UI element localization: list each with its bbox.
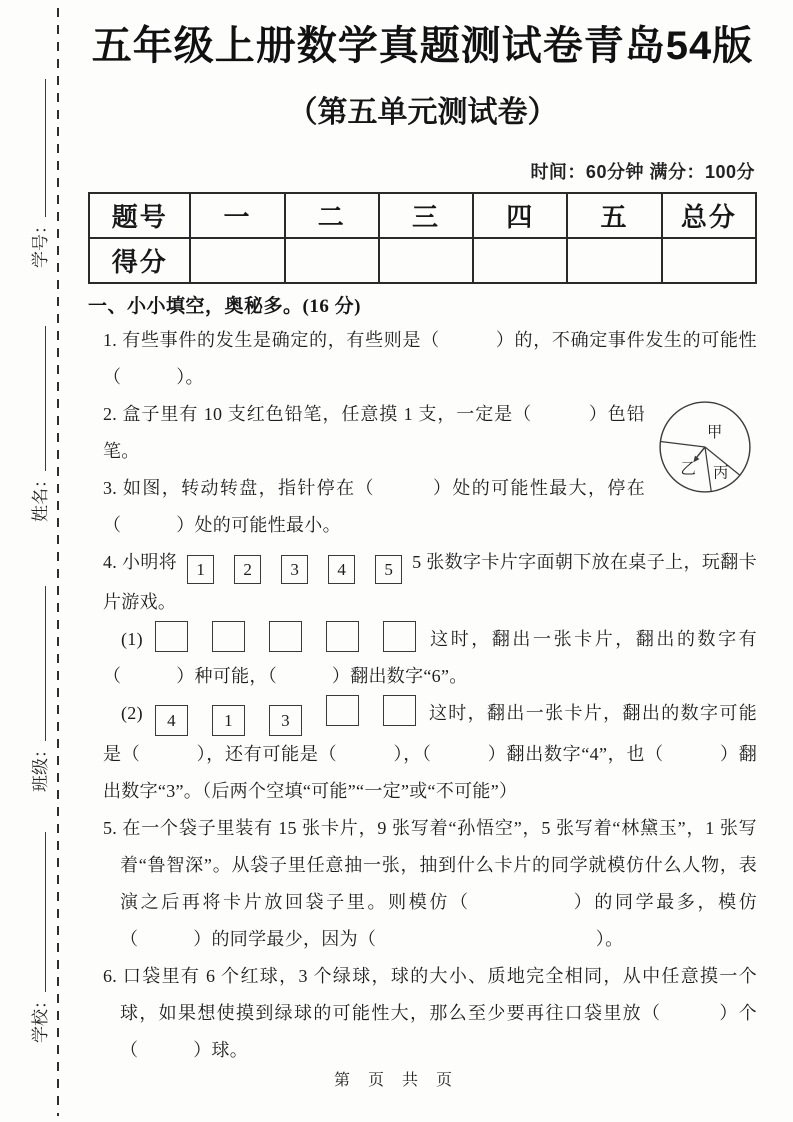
- question-4-suffix: 5 张数字卡片字面朝下放在桌子上，玩翻卡片游戏。: [103, 552, 757, 612]
- question-6: 6. 口袋里有 6 个红球，3 个绿球，球的大小、质地完全相同，从中任意摸一个球，如果想使摸到绿球的可能性大，那么至少要再往口袋里放（ ）个（ ）球。: [103, 966, 757, 1060]
- score-table-header-row: [89, 193, 756, 238]
- sub-question-text: 这时，翻出一张卡片，翻出的数字可能是（ ），还有可能是（ ），（ ）翻出数字“4”，也（ ）翻出数字“3”。（后两个空填“可能”“一定”或“不可能”）: [103, 703, 757, 801]
- blank-card: [383, 621, 416, 652]
- spinner-divider-left: [660, 441, 705, 447]
- blank-card: [212, 621, 245, 652]
- question-4-sub-2: [103, 695, 757, 810]
- digit-card: 4: [328, 555, 355, 584]
- student-number-label: 学号：: [31, 217, 50, 268]
- blank-card: [326, 695, 359, 726]
- spinner-divider-bottom: [705, 447, 711, 492]
- score-cell: [190, 238, 284, 283]
- spinner-diagram: [653, 398, 757, 496]
- sub-question-text: 这时，翻出一张卡片，翻出的数字有（ ）种可能，（ ）翻出数字“6”。: [103, 629, 757, 686]
- score-table-col-4: 四: [473, 193, 567, 238]
- score-table-corner-cell: 题号: [89, 193, 190, 238]
- section-1-heading: 一、小小填空，奥秘多。(16 分): [88, 296, 361, 317]
- digit-card: 2: [234, 555, 261, 584]
- score-table-col-3: 三: [379, 193, 473, 238]
- page-subtitle: （第五单元测试卷）: [287, 96, 558, 129]
- blank-card: [383, 695, 416, 726]
- score-table-col-1: 一: [190, 193, 284, 238]
- score-cell: [379, 238, 473, 283]
- margin-dashed-rule: [57, 8, 59, 1116]
- blank-card: [326, 621, 359, 652]
- score-cell: [285, 238, 379, 283]
- digit-card: 5: [375, 555, 402, 584]
- question-4-sub-1: [103, 621, 757, 695]
- sub-question-number: (1): [121, 629, 143, 649]
- score-cell: [662, 238, 756, 283]
- spinner-label-yi: 乙: [680, 460, 696, 478]
- page-title: 五年级上册数学真题测试卷青岛54版: [91, 24, 754, 68]
- digit-card: 3: [269, 705, 302, 736]
- digit-card: 1: [187, 555, 214, 584]
- school-blank-line: [32, 832, 46, 992]
- score-row-label: 得分: [89, 238, 190, 283]
- question-2: 2. 盒子里有 10 支红色铅笔，任意摸 1 支，一定是（ ）色铅笔。: [103, 404, 645, 461]
- score-table-col-5: 五: [567, 193, 661, 238]
- digit-card: 4: [155, 705, 188, 736]
- question-4-intro: [103, 544, 757, 621]
- sub-question-number: (2): [121, 703, 143, 723]
- name-label: 姓名：: [31, 471, 50, 522]
- score-table-score-row: [89, 238, 756, 283]
- digit-card: 3: [281, 555, 308, 584]
- question-4-prefix: 4. 小明将: [103, 552, 178, 572]
- question-1: 1. 有些事件的发生是确定的，有些则是（ ）的，不确定事件发生的可能性（ ）。: [103, 330, 757, 387]
- spinner-label-jia: 甲: [707, 423, 723, 441]
- question-2-3-block: [103, 396, 757, 544]
- question-3: 3. 如图，转动转盘，指针停在（ ）处的可能性最大，停在（ ）处的可能性最小。: [103, 478, 645, 535]
- score-table-col-total: 总分: [662, 193, 756, 238]
- class-label: 班级：: [31, 741, 50, 792]
- page-footer: 第 页 共 页: [333, 1072, 459, 1089]
- score-cell: [567, 238, 661, 283]
- exam-time-score-info: 时间：60分钟 满分：100分: [530, 162, 755, 182]
- fill-in-blank-questions: [103, 322, 757, 1069]
- student-number-blank-line: [32, 79, 46, 217]
- question-5: 5. 在一个袋子里装有 15 张卡片，9 张写着“孙悟空”，5 张写着“林黛玉”，1 张写着“鲁智深”。从袋子里任意抽一张，抽到什么卡片的同学就模仿什么人物，表演之后再将卡片放回袋子里。则模仿（ ）的同学最多，模仿（ ）的同学最少，因为（ ）。: [103, 818, 757, 949]
- score-table-col-2: 二: [285, 193, 379, 238]
- spinner-label-bing: 丙: [713, 464, 729, 482]
- school-label: 学校：: [31, 992, 50, 1043]
- name-blank-line: [32, 326, 46, 471]
- blank-card: [269, 621, 302, 652]
- class-blank-line: [32, 586, 46, 741]
- blank-card: [155, 621, 188, 652]
- score-cell: [473, 238, 567, 283]
- digit-card: 1: [212, 705, 245, 736]
- score-table: [88, 192, 757, 284]
